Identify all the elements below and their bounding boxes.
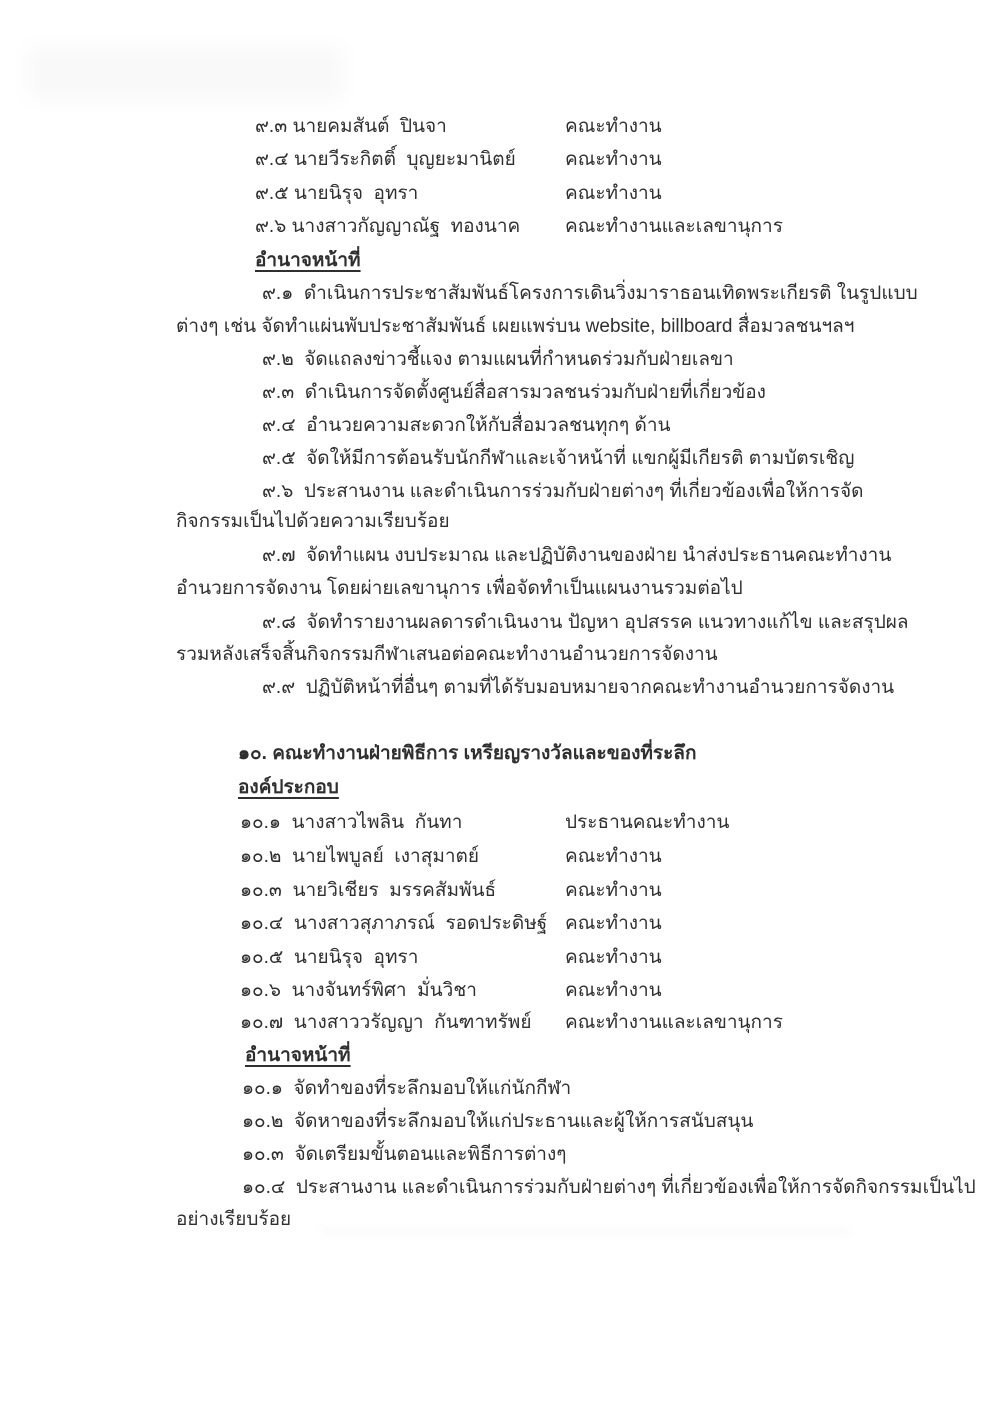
duties-heading: อำนาจหน้าที่ <box>255 250 361 271</box>
member-role: คณะทำงาน <box>565 880 662 901</box>
duty-line: ๙.๔ อำนวยความสะดวกให้กับสื่อมวลชนทุกๆ ด้าน <box>262 415 671 436</box>
member-name: ๑๐.๑ นางสาวไพลิน กันทา <box>240 812 463 833</box>
scan-smudge-artifact <box>28 46 343 100</box>
duty-line-continuation: อย่างเรียบร้อย <box>176 1209 292 1230</box>
member-role: คณะทำงาน <box>565 183 662 204</box>
duty-line-continuation: ต่างๆ เช่น จัดทำแผ่นพับประชาสัมพันธ์ เผยแพร่บน website, billboard สื่อมวลชนฯลฯ <box>176 316 855 337</box>
duty-line: ๙.๓ ดำเนินการจัดตั้งศูนย์สื่อสารมวลชนร่วมกับฝ่ายที่เกี่ยวข้อง <box>262 382 766 403</box>
member-role: คณะทำงาน <box>565 846 662 867</box>
section-title: ๑๐. คณะทำงานฝ่ายพิธีการ เหรียญรางวัลและของที่ระลึก <box>238 743 697 764</box>
duty-line: ๙.๙ ปฏิบัติหน้าที่อื่นๆ ตามที่ได้รับมอบหมายจากคณะทำงานอำนวยการจัดงาน <box>262 677 895 698</box>
duty-line: ๙.๘ จัดทำรายงานผลดารดำเนินงาน ปัญหา อุปสรรค แนวทางแก้ไข และสรุปผล <box>262 612 909 633</box>
composition-heading: องค์ประกอบ <box>238 777 339 798</box>
member-name: ๑๐.๖ นางจันทร์พิศา มั่นวิชา <box>240 980 477 1001</box>
member-name: ๙.๓ นายคมสันต์ ปินจา <box>255 116 447 137</box>
duty-line: ๑๐.๓ จัดเตรียมขั้นตอนและพิธีการต่างๆ <box>242 1144 567 1165</box>
member-name: ๑๐.๕ นายนิรุจ อุทรา <box>240 947 419 968</box>
duty-line: ๑๐.๔ ประสานงาน และดำเนินการร่วมกับฝ่ายต่างๆ ที่เกี่ยวข้องเพื่อให้การจัดกิจกรรมเป็นไป <box>242 1177 976 1198</box>
duty-line: ๙.๑ ดำเนินการประชาสัมพันธ์โครงการเดินวิ่งมาราธอนเทิดพระเกียรติ ในรูปแบบ <box>262 283 918 304</box>
member-role: คณะทำงาน <box>565 149 662 170</box>
duty-line: ๑๐.๑ จัดทำของที่ระลึกมอบให้แก่นักกีฬา <box>242 1078 572 1099</box>
member-role: คณะทำงาน <box>565 913 662 934</box>
member-role: คณะทำงานและเลขานุการ <box>565 216 783 237</box>
member-role: คณะทำงาน <box>565 116 662 137</box>
duty-line: ๙.๕ จัดให้มีการต้อนรับนักกีฬาและเจ้าหน้าที่ แขกผู้มีเกียรติ ตามบัตรเชิญ <box>262 448 855 469</box>
member-name: ๙.๔ นายวีระกิตติ์ บุญยะมานิตย์ <box>255 149 516 170</box>
member-name: ๑๐.๒ นายไพบูลย์ เงาสุมาตย์ <box>240 846 479 867</box>
member-name: ๑๐.๗ นางสาววรัญญา กันฑาทรัพย์ <box>240 1012 532 1033</box>
duty-line-continuation: อำนวยการจัดงาน โดยผ่ายเลขานุการ เพื่อจัดทำเป็นแผนงานรวมต่อไป <box>176 578 743 599</box>
member-name: ๑๐.๔ นางสาวสุภาภรณ์ รอดประดิษฐ์ <box>240 913 548 934</box>
duty-line-continuation: รวมหลังเสร็จสิ้นกิจกรรมกีฬาเสนอต่อคณะทำงานอำนวยการจัดงาน <box>176 644 718 665</box>
member-name: ๙.๕ นายนิรุจ อุทรา <box>255 183 419 204</box>
duty-line: ๑๐.๒ จัดหาของที่ระลึกมอบให้แก่ประธานและผู้ให้การสนับสนุน <box>242 1111 754 1132</box>
duty-line: ๙.๗ จัดทำแผน งบประมาณ และปฏิบัติงานของฝ่าย นำส่งประธานคณะทำงาน <box>262 545 892 566</box>
duty-line: ๙.๖ ประสานงาน และดำเนินการร่วมกับฝ่ายต่างๆ ที่เกี่ยวข้องเพื่อให้การจัด <box>262 481 864 502</box>
member-role: ประธานคณะทำงาน <box>565 812 730 833</box>
member-role: คณะทำงาน <box>565 947 662 968</box>
scan-smudge-artifact <box>320 1228 850 1235</box>
member-name: ๑๐.๓ นายวิเชียร มรรคสัมพันธ์ <box>240 880 497 901</box>
member-name: ๙.๖ นางสาวกัญญาณัฐ ทองนาค <box>255 216 521 237</box>
duty-line: ๙.๒ จัดแถลงข่าวชี้แจง ตามแผนที่กำหนดร่วมกับฝ่ายเลขา <box>262 349 734 370</box>
member-role: คณะทำงานและเลขานุการ <box>565 1012 783 1033</box>
member-role: คณะทำงาน <box>565 980 662 1001</box>
duty-line-continuation: กิจกรรมเป็นไปด้วยความเรียบร้อย <box>176 511 450 532</box>
duties-heading: อำนาจหน้าที่ <box>245 1045 351 1066</box>
